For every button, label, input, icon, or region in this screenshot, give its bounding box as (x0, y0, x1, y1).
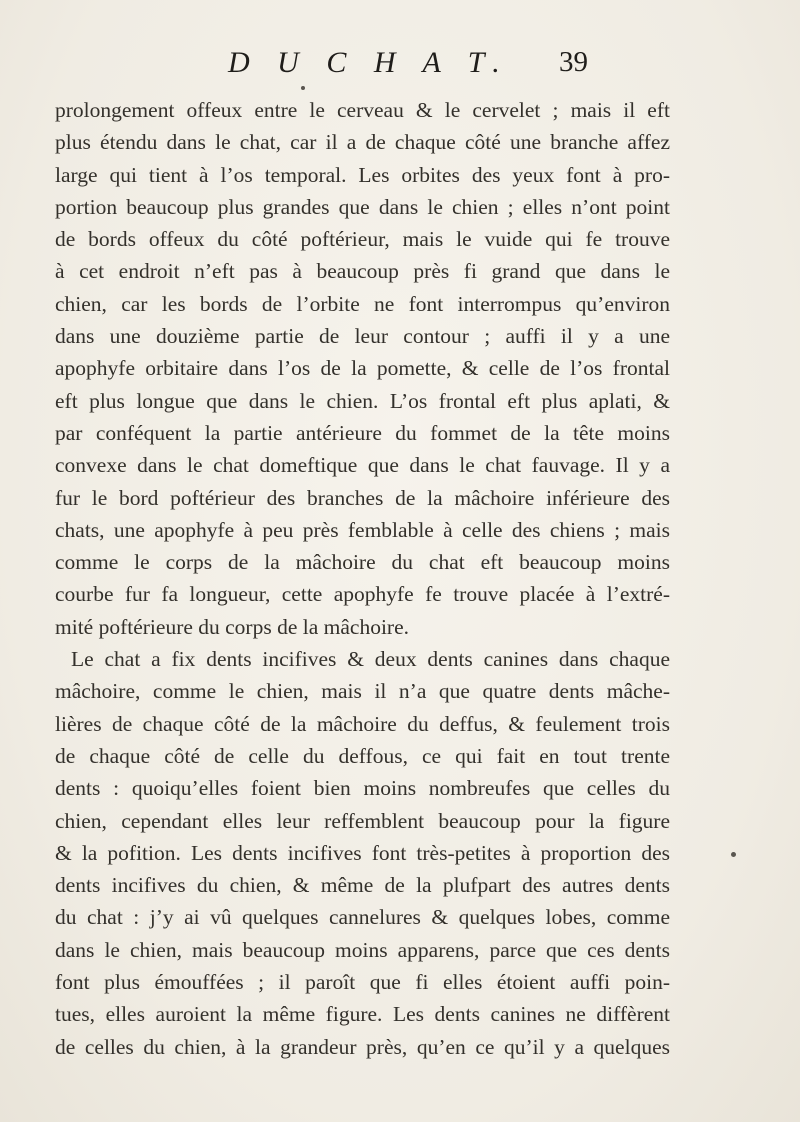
text-line: de chaque côté de celle du deffous, ce qui fait en tout trente (55, 743, 670, 768)
text-line: du chat : j’y ai vû quelques cannelures & quelques lobes, comme (55, 905, 670, 930)
text-line: fur le bord poftérieur des branches de la mâchoire inférieure des (55, 485, 670, 510)
text-line: comme le corps de la mâchoire du chat eft beaucoup moins (55, 550, 670, 575)
text-line: courbe fur fa longueur, cette apophyfe fe trouve placée à l’extré- (55, 582, 670, 607)
text-line: dans le chien, mais beaucoup moins apparens, parce que ces dents (55, 937, 670, 962)
ink-speck (731, 852, 736, 857)
body-text (55, 94, 670, 1063)
paragraph-start-line: Le chat a fix dents incifives & deux dents canines dans chaque (71, 647, 670, 672)
text-line: portion beaucoup plus grandes que dans le chien ; elles n’ont point (55, 194, 670, 219)
text-line: dents : quoiqu’elles foient bien moins nombreufes que celles du (55, 776, 670, 801)
text-line: font plus émouffées ; il paroît que fi elles étoient auffi poin- (55, 970, 670, 995)
text-line: tues, elles auroient la même figure. Les dents canines ne diffèrent (55, 1002, 670, 1027)
text-line: mâchoire, comme le chien, mais il n’a que quatre dents mâche- (55, 679, 670, 704)
page-number: 39 (559, 46, 588, 78)
text-line: dans une douzième partie de leur contour ; auffi il y a une (55, 324, 670, 349)
text-line: chien, cependant elles leur reffemblent beaucoup pour la figure (55, 808, 670, 833)
text-line: de bords offeux du côté poftérieur, mais le vuide qui fe trouve (55, 227, 670, 252)
running-title: D U C H A T. (228, 46, 510, 79)
text-line: plus étendu dans le chat, car il a de chaque côté une branche affez (55, 130, 670, 155)
text-line: chats, une apophyfe à peu près femblable à celle des chiens ; mais (55, 517, 670, 542)
text-line: mité poftérieure du corps de la mâchoire. (55, 614, 410, 639)
text-line: prolongement offeux entre le cerveau & le cervelet ; mais il eft (55, 98, 670, 122)
text-line: large qui tient à l’os temporal. Les orbites des yeux font à pro- (55, 162, 670, 187)
text-line: convexe dans le chat domeftique que dans le chat fauvage. Il y a (55, 453, 670, 478)
text-line: de celles du chien, à la grandeur près, qu’en ce qu’il y a quelques (55, 1034, 670, 1059)
text-line: à cet endroit n’eft pas à beaucoup près fi grand que dans le (55, 259, 670, 284)
text-line: lières de chaque côté de la mâchoire du deffus, & feulement trois (55, 711, 670, 736)
running-head (0, 46, 800, 90)
text-line: eft plus longue que dans le chien. L’os frontal eft plus aplati, & (55, 388, 670, 413)
text-line: dents incifives du chien, & même de la plufpart des autres dents (55, 873, 670, 898)
text-line: apophyfe orbitaire dans l’os de la pomette, & celle de l’os frontal (55, 356, 670, 381)
text-line: chien, car les bords de l’orbite ne font interrompus qu’environ (55, 291, 670, 316)
text-line: par conféquent la partie antérieure du fommet de la tête moins (55, 420, 670, 445)
text-line: & la pofition. Les dents incifives font très-petites à proportion des (55, 840, 670, 865)
